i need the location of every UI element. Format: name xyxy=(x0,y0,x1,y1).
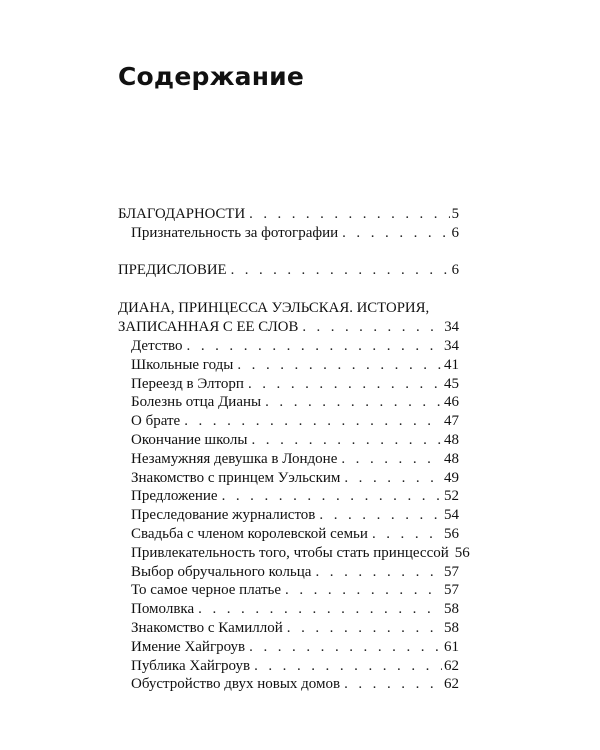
toc-entry-becoming-princess xyxy=(118,544,470,563)
toc-entry-page: 47 xyxy=(444,413,459,430)
toc-entry-move-to-althorp xyxy=(118,375,459,394)
toc-entry-two-new-homes xyxy=(118,675,459,694)
toc-entry-title: Предложение xyxy=(131,488,218,505)
toc-leader-dots xyxy=(342,224,449,243)
toc-entry-title: Переезд в Элторп xyxy=(131,375,244,392)
toc-entry-black-dress xyxy=(118,581,459,600)
toc-entry-page: 54 xyxy=(444,507,459,524)
toc-leader-dots xyxy=(248,375,442,394)
toc-entry-title: То самое черное платье xyxy=(131,582,282,599)
toc-entry-page: 52 xyxy=(444,488,459,505)
toc-entry-engagement-ring xyxy=(118,563,459,582)
toc-entry-title: Свадьба с членом королевской семьи xyxy=(131,525,368,542)
toc-leader-dots xyxy=(249,205,449,224)
toc-entry-school-years xyxy=(118,356,459,375)
toc-entry-title: О брате xyxy=(131,413,181,430)
toc-entry-page: 46 xyxy=(444,394,459,411)
toc-entry-highgrove-public xyxy=(118,657,459,676)
toc-entry-page: 49 xyxy=(444,469,459,486)
toc-entry-page: 56 xyxy=(454,544,470,561)
toc-entry-title: Выбор обручального кольца xyxy=(131,563,312,580)
toc-entry-title: Признательность за фотографии xyxy=(131,224,339,241)
toc-leader-dots xyxy=(285,581,442,600)
toc-entry-acknowledgements xyxy=(118,205,459,224)
toc-entry-title-line1: ДИАНА, ПРИНЦЕССА УЭЛЬСКАЯ. ИСТОРИЯ, xyxy=(118,299,430,316)
toc-entry-diana-story xyxy=(118,318,459,337)
toc-entry-page: 57 xyxy=(444,563,459,580)
toc-entry-page: 6 xyxy=(451,224,459,241)
toc-entry-title: Обустройство двух новых домов xyxy=(131,676,341,693)
toc-entry-title: Детство xyxy=(131,337,183,354)
toc-entry-proposal xyxy=(118,487,459,506)
toc-entry-highgrove-estate xyxy=(118,638,459,657)
toc-entry-page: 62 xyxy=(444,676,459,693)
toc-entry-single-girl-london xyxy=(118,450,459,469)
toc-leader-dots xyxy=(254,657,442,676)
toc-leader-dots xyxy=(344,469,442,488)
toc-entry-title: Имение Хайгроув xyxy=(131,638,246,655)
toc-entry-page: 58 xyxy=(444,601,459,618)
toc-leader-dots xyxy=(265,393,442,412)
toc-leader-dots xyxy=(187,337,442,356)
toc-entry-press-pursuit xyxy=(118,506,459,525)
toc-entry-title: Болезнь отца Дианы xyxy=(131,394,262,411)
toc-entry-photo-credits xyxy=(118,224,459,243)
toc-leader-dots xyxy=(237,356,442,375)
toc-spacer xyxy=(118,280,459,299)
toc-entry-father-illness xyxy=(118,393,459,412)
toc-leader-dots xyxy=(198,600,442,619)
toc-entry-title: Привлекательность того, чтобы стать принцессой xyxy=(131,544,449,561)
toc-entry-page: 5 xyxy=(451,206,459,222)
toc-entry-page: 48 xyxy=(444,431,459,448)
toc-entry-title: Публика Хайгроув xyxy=(131,657,251,674)
toc-entry-title: Школьные годы xyxy=(131,356,234,373)
toc-entry-meeting-prince xyxy=(118,469,459,488)
toc-leader-dots xyxy=(341,450,442,469)
toc-entry-meeting-camilla xyxy=(118,619,459,638)
toc-entry-title: Знакомство с принцем Уэльским xyxy=(131,469,341,486)
toc-entry-title: Знакомство с Камиллой xyxy=(131,619,283,636)
toc-leader-dots xyxy=(287,619,442,638)
toc-leader-dots xyxy=(315,563,442,582)
toc-entry-page: 62 xyxy=(444,657,459,674)
page-title: Содержание xyxy=(118,62,305,91)
toc-entry-title: ЗАПИСАННАЯ С ЕЕ СЛОВ xyxy=(118,319,299,336)
toc-entry-page: 56 xyxy=(444,525,459,542)
toc-entry-page: 57 xyxy=(444,582,459,599)
toc-leader-dots xyxy=(231,261,450,280)
toc-entry-title: Окончание школы xyxy=(131,431,248,448)
toc-entry-page: 48 xyxy=(444,450,459,467)
toc-entry-title: ПРЕДИСЛОВИЕ xyxy=(118,262,227,279)
toc-entry-preface xyxy=(118,261,459,280)
toc-leader-dots xyxy=(344,675,442,694)
toc-leader-dots xyxy=(302,318,442,337)
toc-entry-page: 6 xyxy=(451,262,459,279)
toc-entry-graduation xyxy=(118,431,459,450)
toc-entry-title: БЛАГОДАРНОСТИ xyxy=(118,206,246,222)
toc-entry-page: 58 xyxy=(444,619,459,636)
table-of-contents xyxy=(118,205,470,694)
toc-entry-royal-wedding xyxy=(118,525,459,544)
toc-entry-childhood xyxy=(118,337,459,356)
toc-leader-dots xyxy=(252,431,443,450)
toc-entry-page: 61 xyxy=(444,638,459,655)
toc-entry-title: Незамужняя девушка в Лондоне xyxy=(131,450,338,467)
toc-leader-dots xyxy=(249,638,442,657)
toc-leader-dots xyxy=(222,487,442,506)
toc-entry-engagement xyxy=(118,600,459,619)
toc-entry-page: 41 xyxy=(444,356,459,373)
toc-entry-page: 45 xyxy=(444,375,459,392)
toc-entry-brother xyxy=(118,412,459,431)
toc-entry-title: Помолвка xyxy=(131,601,195,618)
toc-leader-dots xyxy=(372,525,442,544)
toc-entry-title: Преследование журналистов xyxy=(131,507,316,524)
toc-entry-page: 34 xyxy=(444,319,459,336)
toc-spacer xyxy=(118,243,459,262)
toc-leader-dots xyxy=(319,506,442,525)
toc-leader-dots xyxy=(184,412,442,431)
toc-entry-page: 34 xyxy=(444,337,459,354)
